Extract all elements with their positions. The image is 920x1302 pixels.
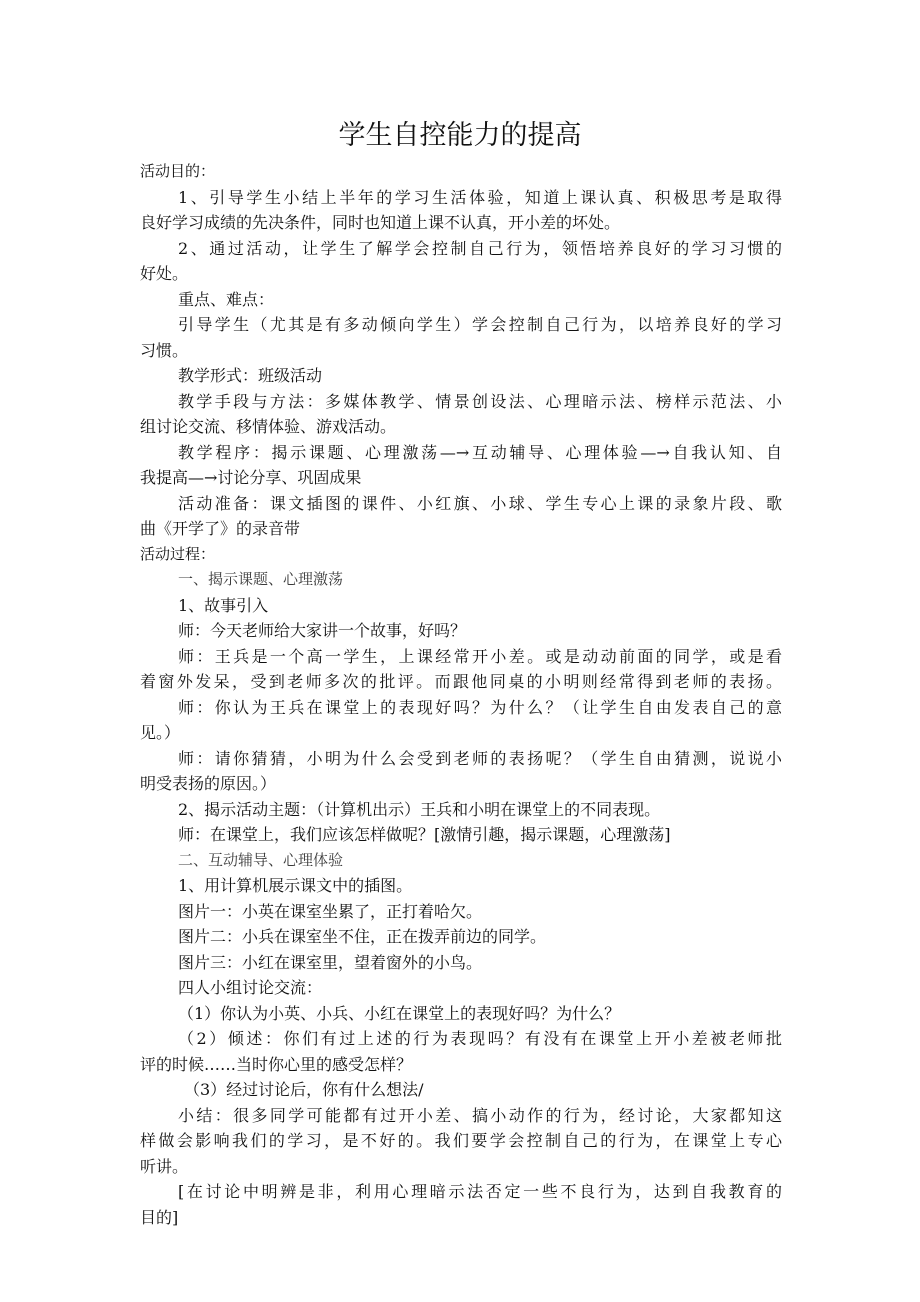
text-line: 着窗外发呆，受到老师多次的批评。而跟他同桌的小明则经常得到老师的表扬。 [140, 672, 782, 691]
text-line: 重点、难点： [178, 289, 275, 309]
text-line: 明受表扬的原因。） [140, 774, 277, 793]
text-line: 师：在课堂上，我们应该怎样做呢？[激情引趣，揭示课题，心理激荡] [178, 825, 671, 844]
text-line: 良好学习成绩的先决条件，同时也知道上课不认真，开小差的坏处。 [140, 213, 621, 232]
text-line: 教学手段与方法：多媒体教学、情景创设法、心理暗示法、榜样示范法、小 [178, 391, 782, 411]
text-line: 图片二：小兵在课室坐不住，正在拨弄前边的同学。 [178, 927, 547, 946]
text-line: 教学程序：揭示课题、心理激荡—→互动辅导、心理体验—→自我认知、自 [178, 442, 782, 462]
text-line: 2、揭示活动主题：（计算机出示）王兵和小明在课堂上的不同表现。 [178, 799, 661, 819]
text-line: 1、引导学生小结上半年的学习生活体验，知道上课认真、积极思考是取得 [178, 187, 782, 207]
text-line: 1、故事引入 [178, 595, 269, 615]
text-line: 图片三：小红在课室里，望着窗外的小鸟。 [178, 952, 483, 972]
text-line: 师：王兵是一个高一学生，上课经常开小差。或是动动前面的同学，或是看 [178, 646, 782, 666]
text-line: 师：今天老师给大家讲一个故事，好吗？ [178, 621, 467, 640]
text-line: 见。） [140, 723, 181, 742]
text-line: 图片一：小英在课室坐累了，正打着哈欠。 [178, 901, 483, 921]
text-line: 组讨论交流、移情体验、游戏活动。 [140, 417, 397, 436]
text-line: （1）你认为小英、小兵、小红在课堂上的表现好吗？为什么？ [178, 1003, 621, 1023]
document-title: 学生自控能力的提高 [338, 120, 582, 151]
text-line: 教学形式：班级活动 [178, 366, 323, 385]
text-line: 曲《开学了》的录音带 [140, 519, 301, 538]
text-line: 习惯。 [140, 340, 189, 360]
text-line: 好处。 [140, 264, 189, 283]
text-line: 引导学生（尤其是有多动倾向学生）学会控制自己行为，以培养良好的学习 [178, 315, 782, 334]
text-line: 目的] [140, 1207, 179, 1227]
text-line: 1、用计算机展示课文中的插图。 [178, 876, 413, 895]
text-line: 活动目的： [140, 162, 216, 180]
text-line: 听讲。 [140, 1156, 189, 1176]
document-body [140, 159, 782, 1230]
text-line: 小结：很多同学可能都有过开小差、搞小动作的行为，经讨论，大家都知这 [178, 1105, 782, 1125]
text-line: 样做会影响我们的学习，是不好的。我们要学会控制自己的行为，在课堂上专心 [140, 1131, 782, 1150]
text-line: 我提高—→讨论分享、巩固成果 [140, 468, 362, 487]
text-line: 2、通过活动，让学生了解学会控制自己行为，领悟培养良好的学习习惯的 [178, 238, 782, 258]
text-line: 评的时候……当时你心里的感受怎样？ [140, 1054, 413, 1074]
text-line: （3）经过讨论后，你有什么想法/ [184, 1080, 424, 1099]
text-line: 活动准备：课文插图的课件、小红旗、小球、学生专心上课的录象片段、歌 [178, 493, 782, 513]
text-line: [在讨论中明辨是非，利用心理暗示法否定一些不良行为，达到自我教育的 [178, 1182, 782, 1201]
text-line: 师：请你猜猜，小明为什么会受到老师的表扬呢？（学生自由猜测，说说小 [178, 748, 782, 768]
text-line: 四人小组讨论交流： [178, 978, 323, 997]
text-line: 一、揭示课题、心理激荡 [178, 570, 344, 588]
text-line: （2）倾述：你们有过上述的行为表现吗？有没有在课堂上开小差被老师批 [178, 1029, 782, 1048]
text-line: 师：你认为王兵在课堂上的表现好吗？为什么？（让学生自由发表自己的意 [178, 697, 782, 717]
text-line: 二、互动辅导、心理体验 [178, 850, 344, 869]
text-line: 活动过程： [140, 544, 216, 563]
